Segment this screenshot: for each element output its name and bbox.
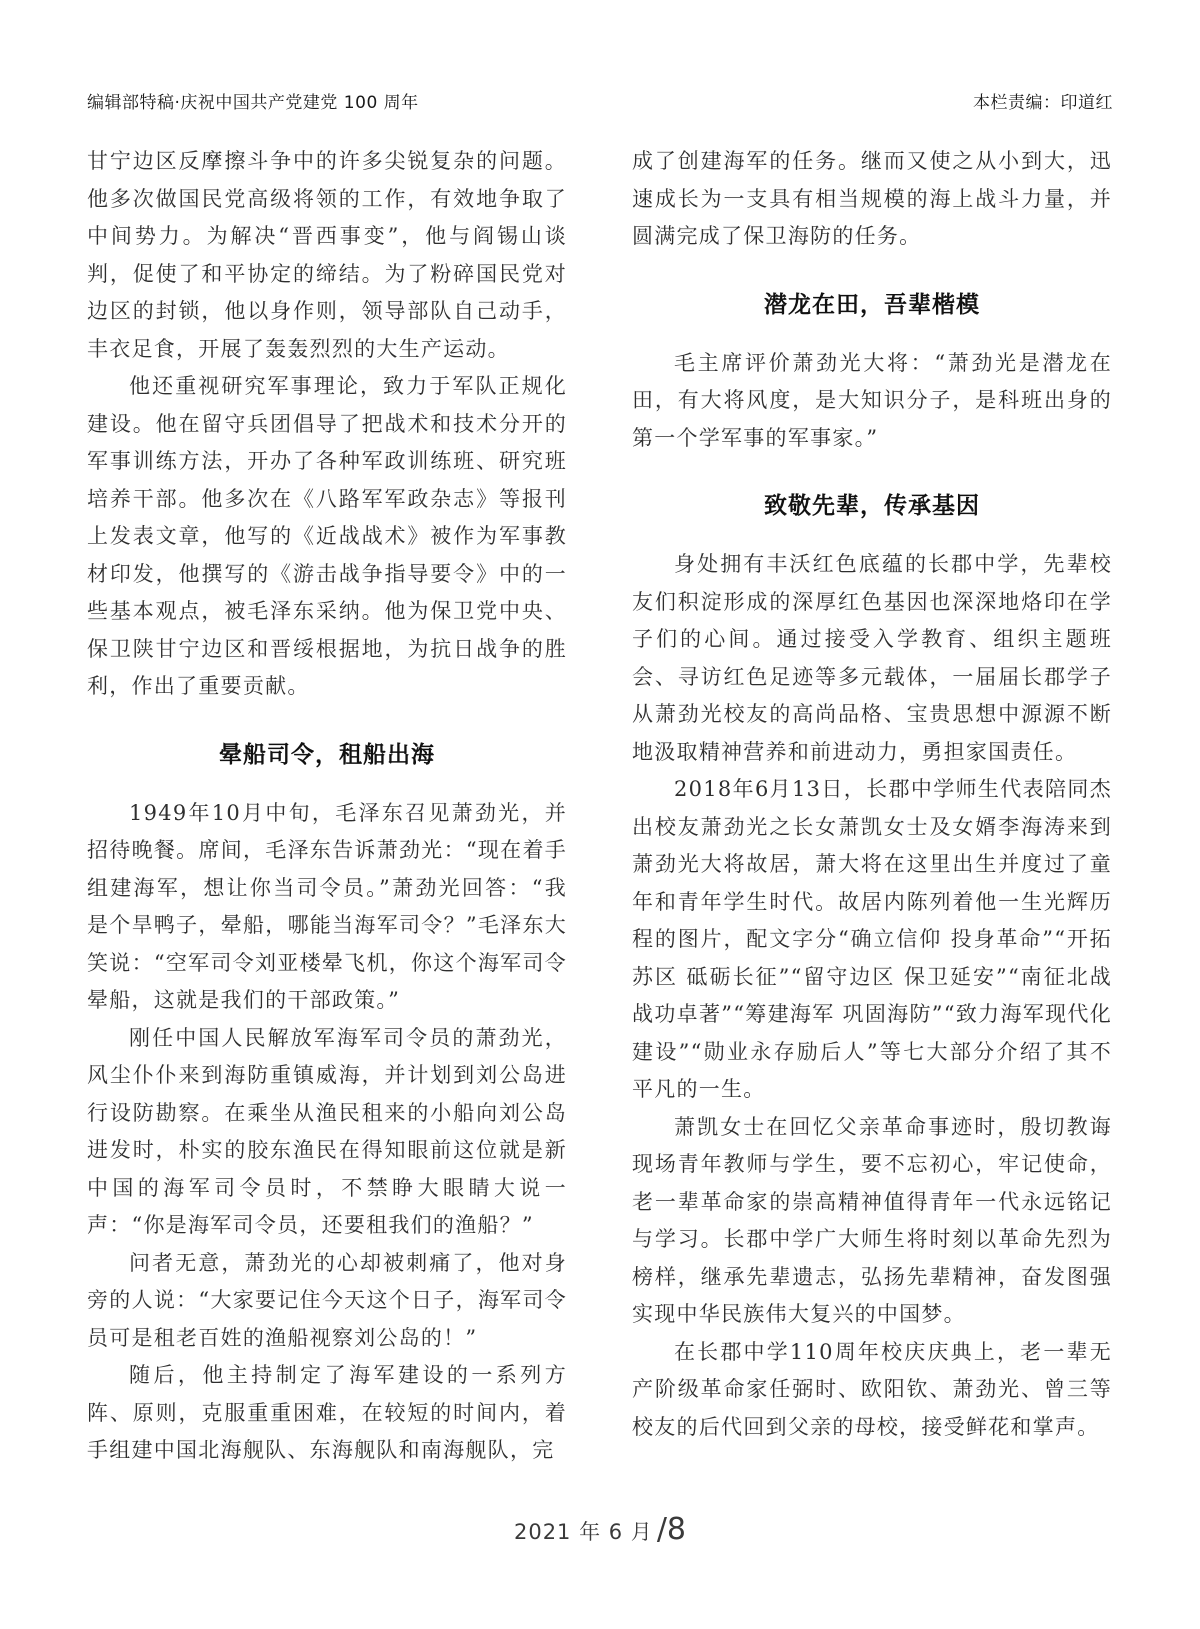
header-column-title: 编辑部特稿·庆祝中国共产党建党 100 周年 — [87, 93, 419, 113]
paragraph: 成了创建海军的任务。继而又使之从小到大，迅速成长为一支具有相当规模的海上战斗力量，并圆满完成了保卫海防的任务。 — [632, 149, 1112, 248]
section-heading: 潜龙在田，吾辈楷模 — [764, 291, 980, 318]
paragraph: 在长郡中学110周年校庆庆典上，老一辈无产阶级革命家任弼时、欧阳钦、萧劲光、曾三等校友的后代回到父亲的母校，接受鲜花和掌声。 — [632, 1339, 1112, 1439]
left-column — [87, 143, 567, 1470]
paragraph: 刚任中国人民解放军海军司令员的萧劲光，风尘仆仆来到海防重镇威海，并计划到刘公岛进行设防勘察。在乘坐从渔民租来的小船向刘公岛进发时，朴实的胶东渔民在得知眼前这位就是新中国的海军司令员时，不禁睁大眼睛大说一声：“你是海军司令员，还要租我们的渔船？” — [87, 1025, 567, 1237]
paragraph: 甘宁边区反摩擦斗争中的许多尖锐复杂的问题。他多次做国民党高级将领的工作，有效地争取了中间势力。为解决“晋西事变”，他与阎锡山谈判，促使了和平协定的缔结。为了粉碎国民党对边区的封锁，他以身作则，领导部队自己动手，丰衣足食，开展了轰轰烈烈的大生产运动。 — [87, 149, 567, 361]
paragraph: 1949年10月中旬，毛泽东召见萧劲光，并招待晚餐。席间，毛泽东告诉萧劲光：“现在着手组建海军，想让你当司令员。”萧劲光回答：“我是个旱鸭子，晕船，哪能当海军司令？”毛泽东大笑说：“空军司令刘亚楼晕飞机，你这个海军司令晕船，这就是我们的干部政策。” — [87, 800, 567, 1012]
page-header — [0, 0, 1200, 113]
paragraph: 萧凯女士在回忆父亲革命事迹时，殷切教诲现场青年教师与学生，要不忘初心，牢记使命，老一辈革命家的崇高精神值得青年一代永远铭记与学习。长郡中学广大师生将时刻以革命先烈为榜样，继承先辈遗志，弘扬先辈精神，奋发图强实现中华民族伟大复兴的中国梦。 — [632, 1114, 1112, 1326]
article-body — [0, 143, 1200, 1470]
section-heading: 晕船司令，租船出海 — [219, 741, 435, 768]
page-footer — [0, 1512, 1200, 1547]
header-editor-credit: 本栏责编：印道红 — [973, 93, 1113, 113]
right-column — [632, 143, 1112, 1470]
page-number: /8 — [656, 1512, 687, 1547]
paragraph: 毛主席评价萧劲光大将：“萧劲光是潜龙在田，有大将风度，是大知识分子，是科班出身的第一个学军事的军事家。” — [632, 350, 1112, 450]
paragraph: 他还重视研究军事理论，致力于军队正规化建设。他在留守兵团倡导了把战术和技术分开的军事训练方法，开办了各种军政训练班、研究班培养干部。他多次在《八路军军政杂志》等报刊上发表文章，他写的《近战战术》被作为军事教材印发，他撰写的《游击战争指导要令》中的一些基本观点，被毛泽东采纳。他为保卫党中央、保卫陕甘宁边区和晋绥根据地，为抗日战争的胜利，作出了重要贡献。 — [87, 374, 567, 698]
section-heading: 致敬先辈，传承基因 — [764, 493, 980, 519]
paragraph: 2018年6月13日，长郡中学师生代表陪同杰出校友萧劲光之长女萧凯女士及女婿李海涛来到萧劲光大将故居，萧大将在这里出生并度过了童年和青年学生时代。故居内陈列着他一生光辉历程的图片，配文字分“确立信仰 投身革命”“开拓苏区 砥砺长征”“留守边区 保卫延安”“南征北战 战功卓著”“筹建海军 巩固海防”“致力海军现代化建设”“勋业永存励后人”等七大部分介绍了其不平凡的一生。 — [632, 777, 1112, 1101]
paragraph: 身处拥有丰沃红色底蕴的长郡中学，先辈校友们积淀形成的深厚红色基因也深深地烙印在学子们的心间。通过接受入学教育、组织主题班会、寻访红色足迹等多元载体，一届届长郡学子从萧劲光校友的高尚品格、宝贵思想中源源不断地汲取精神营养和前进动力，勇担家国责任。 — [632, 552, 1112, 764]
paragraph: 随后，他主持制定了海军建设的一系列方阵、原则，克服重重困难，在较短的时间内，着手组建中国北海舰队、东海舰队和南海舰队，完 — [87, 1363, 567, 1462]
footer-date: 2021 年 6 月 — [513, 1520, 653, 1544]
paragraph: 问者无意，萧劲光的心却被刺痛了，他对身旁的人说：“大家要记住今天这个日子，海军司令员可是租老百姓的渔船视察刘公岛的！” — [87, 1250, 567, 1350]
